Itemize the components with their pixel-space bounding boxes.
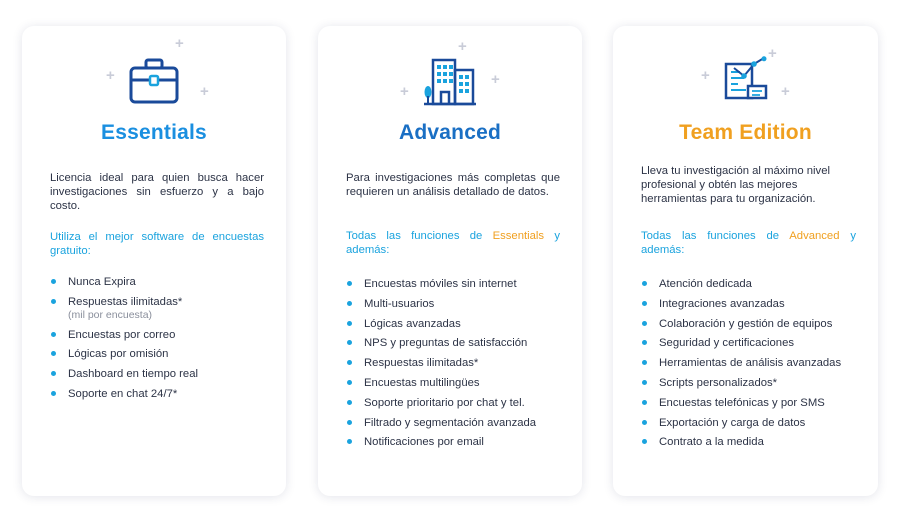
building-icon	[423, 56, 477, 108]
feature-item	[641, 416, 868, 430]
intro-highlight: Advanced	[789, 230, 840, 242]
plan-description: Licencia ideal para quien busca hacer investigaciones sin esfuerzo y a bajo costo.	[50, 172, 264, 212]
plus-decoration-icon: +	[200, 83, 209, 100]
plan-description: Para investigaciones más completas que requieren un análisis detallado de datos.	[346, 172, 560, 198]
plus-decoration-icon: +	[458, 38, 467, 55]
feature-label: Contrato a la medida	[659, 436, 764, 449]
intro-highlight: Essentials	[492, 230, 545, 242]
feature-item	[346, 376, 572, 390]
feature-item	[641, 336, 868, 350]
plan-intro	[641, 229, 856, 257]
feature-item	[346, 416, 572, 430]
feature-item	[346, 317, 572, 331]
plan-card-advanced	[318, 26, 582, 496]
plus-decoration-icon: +	[781, 83, 790, 100]
plan-description: Lleva tu investigación al máximo nivel profesional y obtén las mejores herramientas para tu organización.	[641, 165, 831, 205]
feature-item	[346, 396, 572, 410]
icon-area	[613, 26, 878, 126]
plus-decoration-icon: +	[701, 67, 710, 84]
feature-label: Encuestas telefónicas y por SMS	[659, 396, 825, 409]
intro-suffix: y además:	[346, 230, 560, 256]
feature-label: Filtrado y segmentación avanzada	[364, 416, 537, 429]
plus-decoration-icon: +	[106, 67, 115, 84]
feature-label: Respuestas ilimitadas*	[68, 295, 183, 308]
feature-label: Lógicas avanzadas	[364, 317, 461, 330]
feature-label: Encuestas por correo	[68, 328, 176, 341]
plan-card-essentials	[22, 26, 286, 496]
feature-item	[50, 367, 276, 381]
feature-label: Exportación y carga de datos	[659, 416, 806, 429]
plan-title: Advanced	[399, 121, 501, 144]
feature-list	[346, 277, 572, 455]
intro-prefix: Todas las funciones de	[346, 230, 493, 242]
feature-label: Herramientas de análisis avanzadas	[659, 357, 842, 370]
feature-label: Lógicas por omisión	[68, 348, 169, 361]
feature-label: Notificaciones por email	[364, 436, 484, 449]
plus-decoration-icon: +	[400, 83, 409, 100]
plus-decoration-icon: +	[768, 45, 777, 62]
feature-item	[641, 435, 868, 449]
plan-intro: Utiliza el mejor software de encuestas gratuito:	[50, 231, 264, 257]
feature-item	[641, 356, 868, 370]
feature-list	[641, 277, 868, 455]
report-chart-icon	[722, 56, 770, 102]
feature-label: Encuestas multilingües	[364, 376, 480, 389]
feature-list	[50, 275, 276, 407]
feature-label: Dashboard en tiempo real	[68, 368, 198, 381]
feature-label: Integraciones avanzadas	[659, 297, 785, 310]
feature-item	[346, 277, 572, 291]
feature-item	[50, 387, 276, 401]
feature-item	[641, 297, 868, 311]
feature-item	[346, 336, 572, 350]
feature-label: NPS y preguntas de satisfacción	[364, 337, 528, 350]
plan-title: Team Edition	[679, 121, 812, 144]
intro-prefix: Todas las funciones de	[641, 230, 790, 242]
feature-label: Soporte en chat 24/7*	[68, 387, 178, 400]
feature-item	[641, 376, 868, 390]
feature-label: Colaboración y gestión de equipos	[659, 317, 833, 330]
feature-item	[50, 295, 276, 322]
feature-item	[50, 275, 276, 289]
feature-label: Atención dedicada	[659, 278, 752, 290]
briefcase-icon	[128, 58, 180, 106]
feature-item	[641, 317, 868, 331]
feature-note: (mil por encuesta)	[68, 308, 153, 321]
feature-item	[50, 347, 276, 361]
plus-decoration-icon: +	[175, 35, 184, 52]
plan-intro	[346, 229, 560, 257]
feature-item	[50, 328, 276, 342]
feature-label: Soporte prioritario por chat y tel.	[364, 396, 525, 409]
feature-item	[641, 277, 868, 291]
feature-label: Multi-usuarios	[364, 297, 435, 310]
feature-item	[346, 356, 572, 370]
icon-area	[22, 26, 286, 126]
feature-label: Scripts personalizados*	[659, 376, 778, 389]
feature-label: Nunca Expira	[68, 276, 136, 288]
plus-decoration-icon: +	[491, 71, 500, 88]
feature-item	[346, 297, 572, 311]
feature-label: Encuestas móviles sin internet	[364, 278, 517, 290]
feature-label: Respuestas ilimitadas*	[364, 357, 479, 370]
feature-label: Seguridad y certificaciones	[659, 337, 795, 350]
icon-area	[318, 26, 582, 126]
plan-card-team-edition	[613, 26, 878, 496]
feature-item	[346, 435, 572, 449]
plan-title: Essentials	[101, 121, 207, 144]
feature-item	[641, 396, 868, 410]
intro-suffix: y además:	[641, 230, 856, 256]
